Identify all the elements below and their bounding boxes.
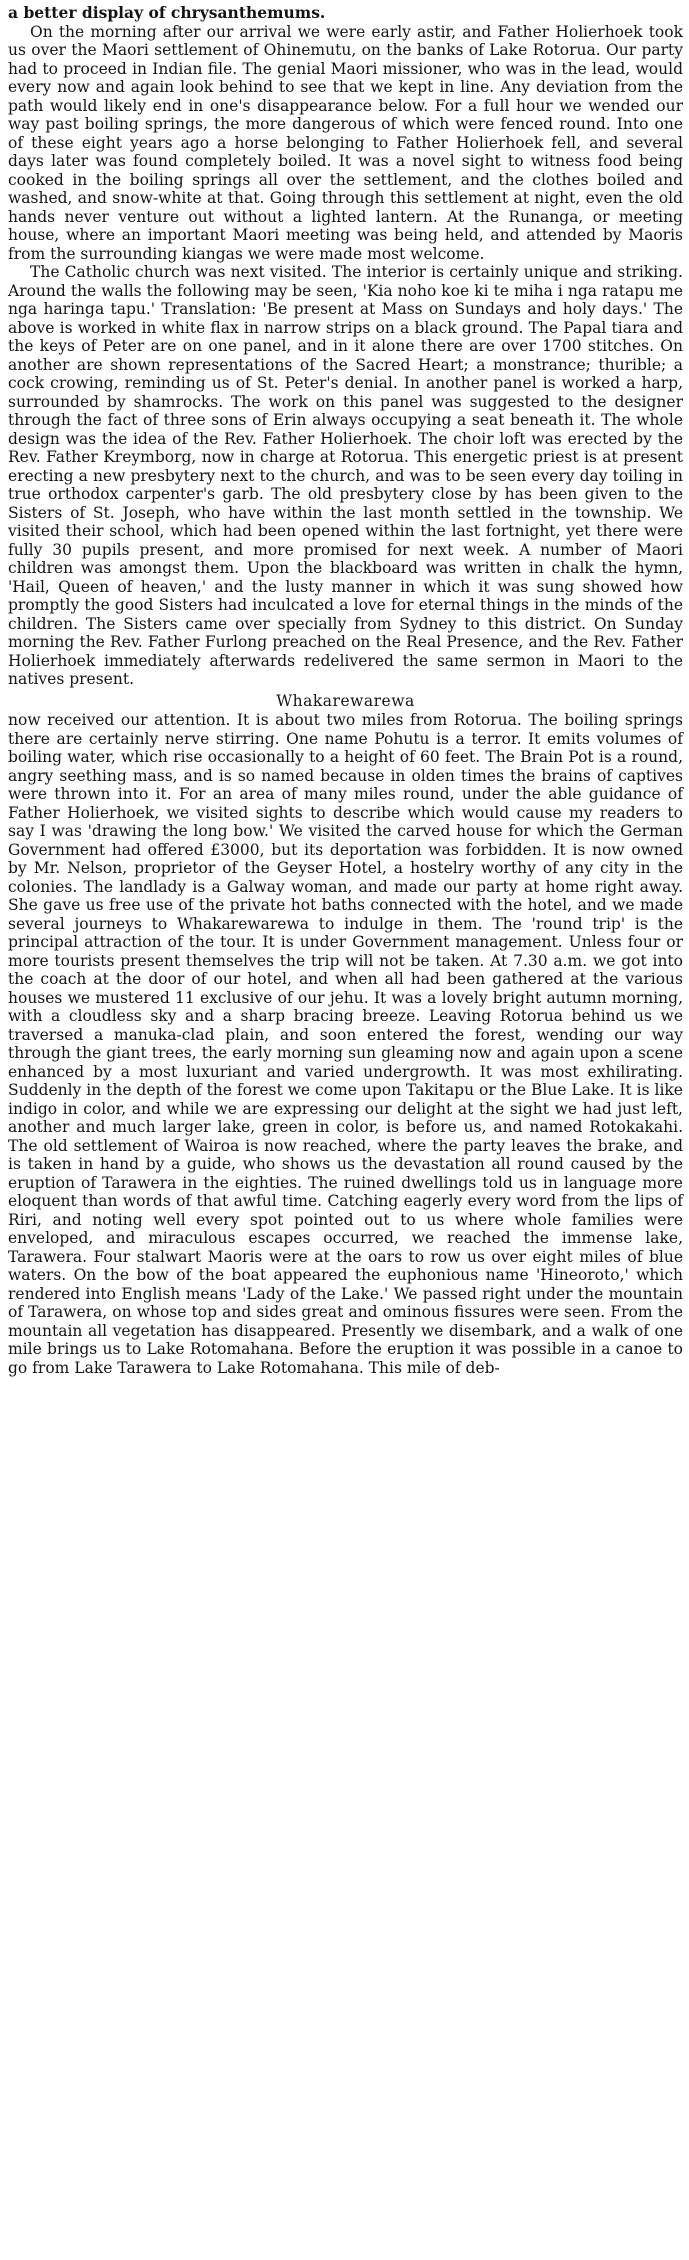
paragraph-whakarewarewa: now received our attention. It is about two miles from Rotorua. The boiling springs there are certainly nerve stirring. One name Pohutu is a terror. It emits volumes of boiling water, which rise occasionally to a height of 60 feet. The Brain Pot is a round, angry seething mass, and is so named because in olden times the brains of captives were thrown into it. For an area of many miles round, under the able guidance of Father Holierhoek, we visited sights to describe which would cause my readers to say I was 'drawing the long bow.' We visited the carved house for which the German Government had offered £3000, but its deportation was forbidden. It is now owned by Mr. Nelson, proprietor of the Geyser Hotel, a hostelry worthy of any city in the colonies. The landlady is a Galway woman, and made our party at home right away. She gave us free use of the private hot baths connected with the hotel, and we made several journeys to Whakarewarewa to indulge in them. The 'round trip' is the principal attraction of the tour. It is under Government management. Unless four or more tourists present themselves the trip will not be taken. At 7.30 a.m. we got into the coach at the door of our hotel, and when all had been gathered at the various houses we mustered 11 exclusive of our jehu. It was a lovely bright autumn morning, with a cloudless sky and a sharp bracing breeze. Leaving Rotorua behind us we traversed a manuka-clad plain, and soon entered the forest, wending our way through the giant trees, the early morning sun gleaming now and again upon a scene enhanced by a most luxuriant and varied undergrowth. It was most exhilirating. Suddenly in the depth of the forest we come upon Takitapu or the Blue Lake. It is like indigo in color, and while we are expressing our delight at the sight we had just left, another and much larger lake, green in color, is before us, and named Rotokakahi. The old settlement of Wairoa is now reached, where the party leaves the brake, and is taken in hand by a guide, who shows us the devastation all round caused by the eruption of Tarawera in the eighties. The ruined dwellings told us in language more eloquent than words of that awful time. Catching eagerly every word from the lips of Riri, and noting well every spot pointed out to us where whole families were enveloped, and miraculous escapes occurred, we reached the immense lake, Tarawera. Four stalwart Maoris were at the oars to row us over eight miles of blue waters. On the bow of the boat appeared the euphonious name 'Hineoroto,' which rendered into English means 'Lady of the Lake.' We passed right under the mountain of Tarawera, on whose top and sides great and ominous fissures were seen. From the mountain all vegetation has disappeared. Presently we disembark, and a walk of one mile brings us to Lake Rotomahana. Before the eruption it was possible in a canoe to go from Lake Tarawera to Lake Rotomahana. This mile of deb- bbox=[8, 711, 683, 1377]
paragraph-ohinemutu: On the morning after our arrival we were early astir, and Father Holierhoek took us over the Maori settlement of Ohinemutu, on the banks of Lake Rotorua. Our party had to proceed in Indian file. The genial Maori missioner, who was in the lead, would every now and again look behind to see that we kept in line. Any deviation from the path would likely end in one's disappearance below. For a full hour we wended our way past boiling springs, the more dangerous of which were fenced round. Into one of these eight years ago a horse belonging to Father Holierhoek fell, and several days later was found completely boiled. It was a novel sight to witness food being cooked in the boiling springs all over the settlement, and the clothes boiled and washed, and snow-white at that. Going through this settlement at night, even the old hands never venture out without a lighted lantern. At the Runanga, or meeting house, where an important Maori meeting was being held, and attended by Maoris from the surrounding kiangas we were made most welcome. bbox=[8, 22, 683, 263]
opening-line: a better display of chrysanthemums. bbox=[8, 3, 326, 22]
section-heading: Whakarewarewa bbox=[276, 691, 415, 710]
article-column bbox=[8, 4, 683, 1377]
paragraph-catholic-church: The Catholic church was next visited. The interior is certainly unique and striking. Around the walls the following may be seen, 'Kia noho koe ki te miha i nga ratapu me nga haringa tapu.' Translation: 'Be present at Mass on Sundays and holy days.' The above is worked in white flax in narrow strips on a black ground. The Papal tiara and the keys of Peter are on one panel, and in it alone there are over 1700 stitches. On another are shown representations of the Sacred Heart; a monstrance; thurible; a cock crowing, reminding us of St. Peter's denial. In another panel is worked a harp, surrounded by shamrocks. The work on this panel was suggested to the designer through the fact of three sons of Erin always occupying a seat beneath it. The whole design was the idea of the Rev. Father Holierhoek. The choir loft was erected by the Rev. Father Kreymborg, now in charge at Rotorua. This energetic priest is at present erecting a new presbytery next to the church, and was to be seen every day toiling in true orthodox carpenter's garb. The old presbytery close by has been given to the Sisters of St. Joseph, who have within the last month settled in the township. We visited their school, which had been opened within the last fortnight, yet there were fully 30 pupils present, and more promised for next week. A number of Maori children was amongst them. Upon the blackboard was written in chalk the hymn, 'Hail, Queen of heaven,' and the lusty manner in which it was sung showed how promptly the good Sisters had inculcated a love for eternal things in the minds of the children. The Sisters came over specially from Sydney to this district. On Sunday morning the Rev. Father Furlong preached on the Real Presence, and the Rev. Father Holierhoek immediately afterwards redelivered the same sermon in Maori to the natives present. bbox=[8, 263, 683, 688]
